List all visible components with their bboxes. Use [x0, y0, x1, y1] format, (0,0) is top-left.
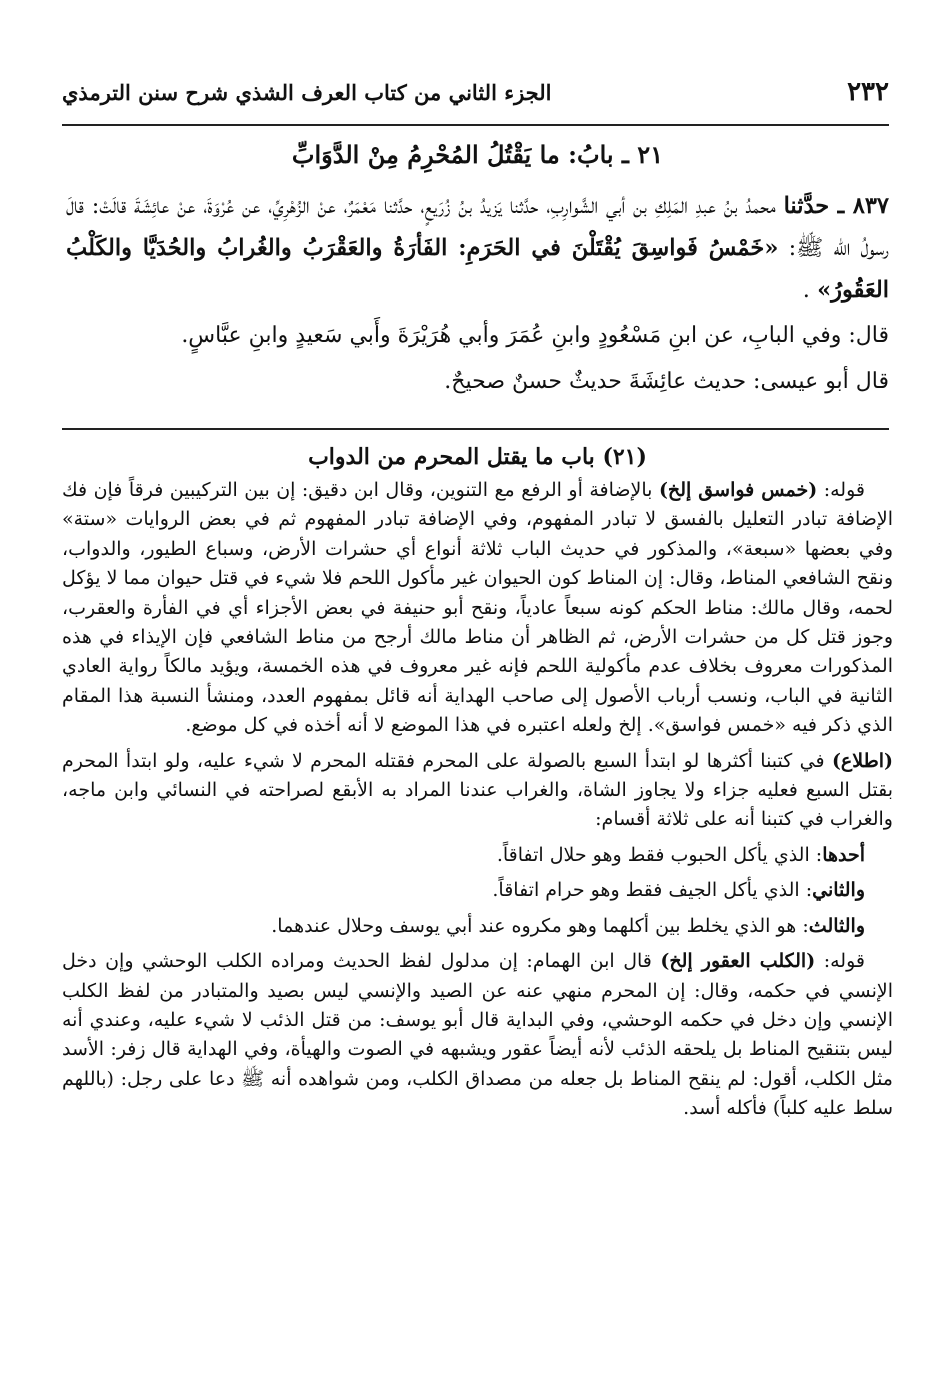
commentary-paragraph-1 — [62, 476, 893, 741]
commentary-section — [62, 444, 893, 1124]
book-title: الجزء الثاني من كتاب العرف الشذي شرح سنن الترمذي — [62, 79, 552, 105]
item-3-text: : هو الذي يخلط بين أكلهما وهو مكروه عند أبي يوسف وحلال عندهما. — [271, 914, 809, 937]
header-rule — [62, 124, 889, 126]
item-2-label: والثاني — [812, 879, 865, 902]
hadith-number: ٨٣٧ ـ حدَّثنا — [783, 193, 889, 219]
p2-bold: (اطلاع) — [831, 749, 893, 772]
hadith-note-chapter: قال: وفي البابِ، عن ابنِ مَسْعُودٍ وابنِ عُمَرَ وأبي هُرَيْرَةَ وأَبي سَعيدٍ وابنِ عبَّاسٍ. — [181, 323, 889, 348]
hadith-isnad: محمدُ بنُ عبدِ المَلِكِ بن أبي الشَّوارِبِ، حدَّثنا يَزيدُ بنُ زُرَيعٍ، حدَّثنا مَعْمَرٌ، عنْ الزُهْرِيِّ، عن عُرْوَةَ، عنْ عائِشَةَ قالَتْ: قالَ رسولُ الله ﷺ: — [66, 193, 890, 261]
p3-label: قوله: — [815, 950, 865, 973]
hadith-note-grading: قال أبو عيسى: حديث عائِشَةَ حديثٌ حسنٌ صحيحٌ. — [444, 369, 889, 394]
list-item — [62, 912, 893, 941]
section-rule — [62, 428, 889, 430]
hadith-matn: «خَمْسُ فَواسِقَ يُقْتَلْنَ في الحَرَمِ: الفَأرَةُ والعَقْرَبُ والغُرابُ والحُدَيَّا والكَلْبُ العَقُورُ» — [66, 235, 889, 303]
hadith-matn-end: . — [802, 277, 818, 303]
list-item — [62, 876, 893, 905]
commentary-paragraph-2 — [62, 747, 893, 835]
hadith-text — [66, 185, 889, 311]
p2-text: في كتبنا أكثرها لو ابتدأ السبع بالصولة على المحرم فقتله المحرم لا شيء عليه، ولو ابتدأ المحرم بقتل السبع فعليه جزاء ولا يجاوز الشاة، والغراب عندنا المراد به الأبقع لصراحته في النسائي وابن ماجه، والغراب في كتبنا أنه على ثلاثة أقسام: — [62, 749, 893, 831]
running-header — [62, 72, 889, 112]
chapter-heading: ٢١ ـ بابُ: ما يَقْتُلُ المُحْرِمُ مِنْ الدَّوَابِّ — [291, 140, 664, 169]
p1-bold: (خمس فواسق إلخ) — [658, 479, 818, 501]
commentary-paragraph-3 — [62, 947, 893, 1123]
p1-label: قوله: — [817, 479, 865, 501]
item-2-text: : الذي يأكل الجيف فقط وهو حرام اتفاقاً. — [492, 879, 813, 902]
page-number: ٢٣٢ — [847, 77, 889, 107]
p3-bold: (الكلب العقور إلخ) — [660, 950, 816, 973]
p1-text: بالإضافة أو الرفع مع التنوين، وقال ابن دقيق: إن بين التركيبين فرقاً فإن فك الإضافة تبادر التعليل بالفسق لا تبادر المفهوم، وفي الإضافة تبادر المفهوم ثم في بعض الروايات «ستة» وفي بعضها «سبعة»، والمذكور في حديث الباب ثلاثة أنواع أي حشرات الأرض، وسباع الطيور، والدواب، ونقح الشافعي المناط، وقال: إن المناط كون الحيوان غير مأكول اللحم فلا شيء في قتل حيوان مما لا يؤكل لحمه، وقال مالك: مناط الحكم كونه سبعاً عادياً، ونقح أبو حنيفة في بعض الأجزاء أي في الفأرة والعقرب، وجوز قتل كل من حشرات الأرض، ثم الظاهر أن مناط مالك أرجح من مناط الشافعي فإن الإيذاء في هذه المذكورات معروف بخلاف عدم مأكولية اللحم فإنه غير معروف في هذه الخمسة، ويؤيد مالكاً رواية العادي الثانية في الباب، ونسب أرباب الأصول إلى صاحب الهداية أنه قائل بمفهوم العدد، ومنشأ النسبة هذا المقام الذي ذكر فيه «خمس فواسق». إلخ ولعله اعتبره في هذا الموضع لا أنه أخذه في كل موضع. — [62, 479, 893, 737]
item-1-text: : الذي يأكل الحبوب فقط وهو حلال اتفاقاً. — [496, 843, 823, 866]
commentary-heading: (٢١) باب ما يقتل المحرم من الدواب — [308, 444, 647, 470]
item-1-label: أحدها — [822, 843, 865, 866]
list-item — [62, 841, 893, 870]
p3-text: قال ابن الهمام: إن مدلول لفظ الحديث ومراده الكلب الوحشي وإن دخل الإنسي في حكمه، وقال: إن المحرم منهي عنه عن الصيد والإنسي ليس بصيد والمتبادر من لفظ الكلب الإنسي وإن دخل في حكمه الوحشي، وفي البداية قال أبو يوسف: من قتل الذئب لا شيء عليه، وعندي أنه ليس بتنقيح المناط بل يلحقه الذئب لأنه أيضاً عقور ويشبهه في الصوت والهيأة، وفي الهداية قال زفر: الأسد مثل الكلب، أقول: لم ينقح المناط بل جعله من مصداق الكلب، ومن شواهده أنه ﷺ دعا على رجل: (باللهم سلط عليه كلباً) فأكله أسد. — [62, 950, 893, 1120]
hadith-section — [66, 140, 889, 403]
item-3-label: والثالث — [808, 914, 865, 937]
